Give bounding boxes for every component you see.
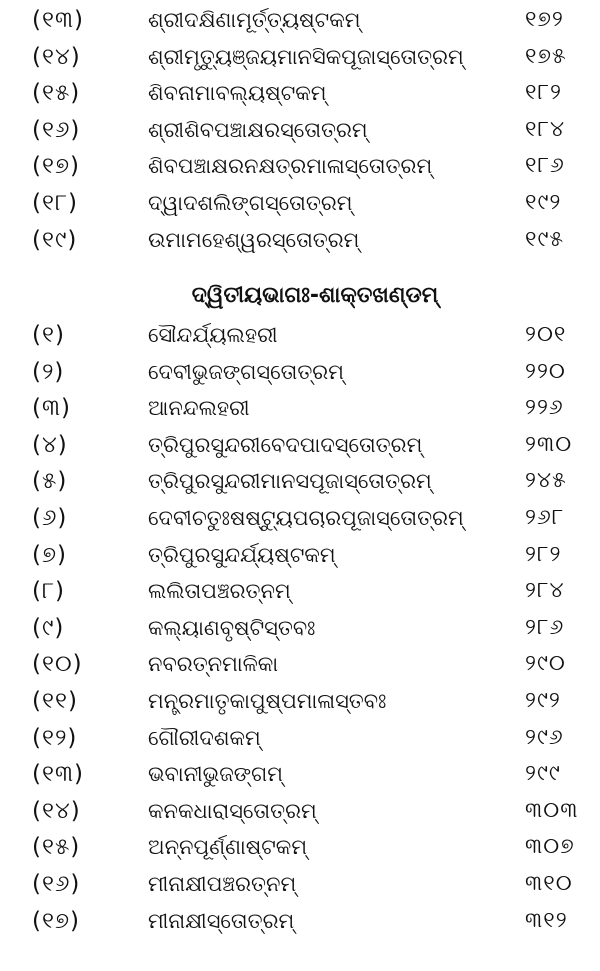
entry-title: ଗୌରୀଦଶକମ୍ (148, 725, 261, 750)
entry-number: (୨) (32, 358, 65, 385)
entry-number: (୧୭) (32, 153, 81, 180)
entry-number: (୫) (32, 468, 68, 495)
entry-page-number: ୩୦୩ (525, 797, 579, 823)
entry-number: (୧୩) (32, 761, 85, 788)
entry-page-number: ୧୭୫ (525, 43, 567, 69)
contents-list-part-two (0, 317, 600, 939)
entry-title: ଶିବପଞ୍ଚାକ୍ଷରନକ୍ଷତ୍ରମାଳାସ୍ତୋତ୍ରମ୍ (148, 154, 433, 179)
entry-number: (୧୭) (32, 907, 81, 934)
entry-number: (୧୪) (32, 43, 81, 70)
contents-row (0, 148, 600, 185)
contents-row (0, 2, 600, 39)
entry-title: ମୀନାକ୍ଷୀସ୍ତୋତ୍ରମ୍ (148, 908, 295, 933)
entry-page-number: ୧୯୫ (525, 226, 565, 252)
entry-title: ଶିବନାମାବଲ୍ୟଷ୍ଟକମ୍ (148, 81, 327, 106)
entry-page-number: ୨୬୮ (525, 504, 565, 530)
entry-title: ତ୍ରିପୁରସୁନ୍ଦର୍ଯ୍ୟଷ୍ଟକମ୍ (148, 542, 336, 567)
entry-title: ଅନ୍ନପୂର୍ଣ୍ଣାଷ୍ଟକମ୍ (148, 835, 308, 860)
contents-row (0, 500, 600, 537)
entry-page-number: ୩୧୦ (525, 870, 573, 896)
contents-row (0, 903, 600, 940)
contents-row (0, 39, 600, 76)
entry-number: (୧୫) (32, 834, 81, 861)
entry-page-number: ୨୯୦ (525, 651, 566, 677)
entry-title: ସୌନ୍ଦର୍ଯ୍ୟଲହରୀ (148, 323, 278, 347)
entry-page-number: ୨୯୯ (525, 761, 561, 787)
entry-number: (୬) (32, 504, 68, 531)
contents-row (0, 317, 600, 354)
entry-number: (୭) (32, 541, 68, 568)
entry-title: ଭବାନୀଭୁଜଙ୍ଗମ୍ (148, 762, 283, 787)
entry-page-number: ୩୦୭ (525, 834, 575, 860)
entry-page-number: ୧୯୨ (525, 189, 562, 215)
entry-title: ଶ୍ରୀଦକ୍ଷିଣାମୂର୍ତ୍ତ୍ୟଷ୍ଟକମ୍ (148, 8, 361, 32)
entry-title: ଶ୍ରୀମୃତ୍ୟୁଞ୍ଜୟମାନସିକପୂଜାସ୍ତୋତ୍ରମ୍ (148, 44, 464, 69)
entry-title: କନକଧାରାସ୍ତୋତ୍ରମ୍ (148, 798, 317, 823)
entry-title: ଦେବୀଭୁଜଙ୍ଗସ୍ତୋତ୍ରମ୍ (148, 359, 344, 384)
entry-number: (୧୦) (32, 651, 83, 678)
entry-number: (୧୯) (32, 226, 78, 253)
entry-page-number: ୨୩୦ (525, 431, 573, 457)
entry-title: ଉମାମହେଶ୍ୱରସ୍ତୋତ୍ରମ୍ (148, 227, 360, 252)
entry-title: ମୀନାକ୍ଷୀପଞ୍ଚରତ୍ନମ୍ (148, 871, 297, 896)
entry-page-number: ୧୮୬ (525, 153, 565, 179)
contents-row (0, 829, 600, 866)
entry-page-number: ୨୯୬ (525, 724, 564, 750)
contents-row (0, 683, 600, 720)
entry-number: (୧୬) (32, 116, 81, 143)
contents-row (0, 537, 600, 574)
entry-title: ଦ୍ୱାଦଶଲିଙ୍ଗସ୍ତୋତ୍ରମ୍ (148, 190, 353, 215)
entry-title: ଶ୍ରୀଶିବପଞ୍ଚାକ୍ଷରସ୍ତୋତ୍ରମ୍ (148, 117, 368, 142)
entry-page-number: ୨୦୧ (525, 322, 567, 347)
contents-row (0, 756, 600, 793)
entry-number: (୯) (32, 614, 65, 641)
entry-number: (୧୫) (32, 80, 81, 107)
entry-page-number: ୧୮୨ (525, 80, 562, 106)
contents-list-part-one (0, 2, 600, 258)
contents-row (0, 793, 600, 830)
entry-number: (୧୧) (32, 687, 78, 714)
entry-title: ଲଲିତାପଞ୍ଚରତ୍ନମ୍ (148, 579, 291, 604)
entry-number: (୧୬) (32, 870, 81, 897)
contents-row (0, 390, 600, 427)
contents-row (0, 185, 600, 222)
contents-row (0, 573, 600, 610)
contents-row (0, 720, 600, 757)
entry-page-number: ୨୨୬ (525, 395, 564, 421)
entry-title: ଆନନ୍ଦଲହରୀ (148, 396, 250, 421)
entry-page-number: ୨୯୨ (525, 687, 561, 713)
contents-row (0, 646, 600, 683)
entry-page-number: ୨୮୪ (525, 578, 565, 604)
entry-page-number: ୨୨୦ (525, 358, 566, 384)
entry-number: (୧) (32, 322, 65, 348)
contents-row (0, 75, 600, 112)
entry-number: (୧୨) (32, 724, 78, 751)
contents-row (0, 112, 600, 149)
entry-number: (୮) (32, 578, 65, 605)
entry-title: କଲ୍ୟାଣବୃଷ୍ଟିସ୍ତବଃ (148, 615, 316, 640)
entry-page-number: ୧୭୨ (525, 7, 564, 32)
contents-row (0, 354, 600, 391)
entry-page-number: ୩୧୨ (525, 907, 568, 933)
entry-title: ତ୍ରିପୁରସୁନ୍ଦରୀବେଦପାଦସ୍ତୋତ୍ରମ୍ (148, 432, 423, 457)
contents-row (0, 463, 600, 500)
contents-row (0, 222, 600, 259)
entry-number: (୪) (32, 431, 68, 458)
entry-title: ଦେବୀଚତୁଃଷଷ୍ଟ୍ୟୁପଚାରପୂଜାସ୍ତୋତ୍ରମ୍ (148, 505, 464, 530)
entry-number: (୧୪) (32, 797, 81, 824)
section-heading: ଦ୍ୱିତୀୟଭାଗଃ-ଶାକ୍ତଖଣ୍ଡମ୍ (191, 283, 439, 308)
contents-row (0, 610, 600, 647)
entry-title: ନବରତ୍ନମାଳିକା (148, 652, 279, 677)
contents-row (0, 866, 600, 903)
contents-row (0, 427, 600, 464)
entry-page-number: ୨୮୬ (525, 614, 565, 640)
entry-number: (୧୩) (32, 7, 85, 33)
entry-number: (୧୮) (32, 189, 78, 216)
entry-page-number: ୧୮୪ (525, 116, 566, 142)
entry-page-number: ୨୪୫ (525, 468, 567, 494)
entry-title: ତ୍ରିପୁରସୁନ୍ଦରୀମାନସପୂଜାସ୍ତୋତ୍ରମ୍ (148, 469, 432, 494)
entry-number: (୩) (32, 395, 72, 422)
entry-page-number: ୨୮୨ (525, 541, 562, 567)
entry-title: ମନ୍ତ୍ରମାତୃକାପୁଷ୍ପମାଳାସ୍ତବଃ (148, 688, 387, 713)
